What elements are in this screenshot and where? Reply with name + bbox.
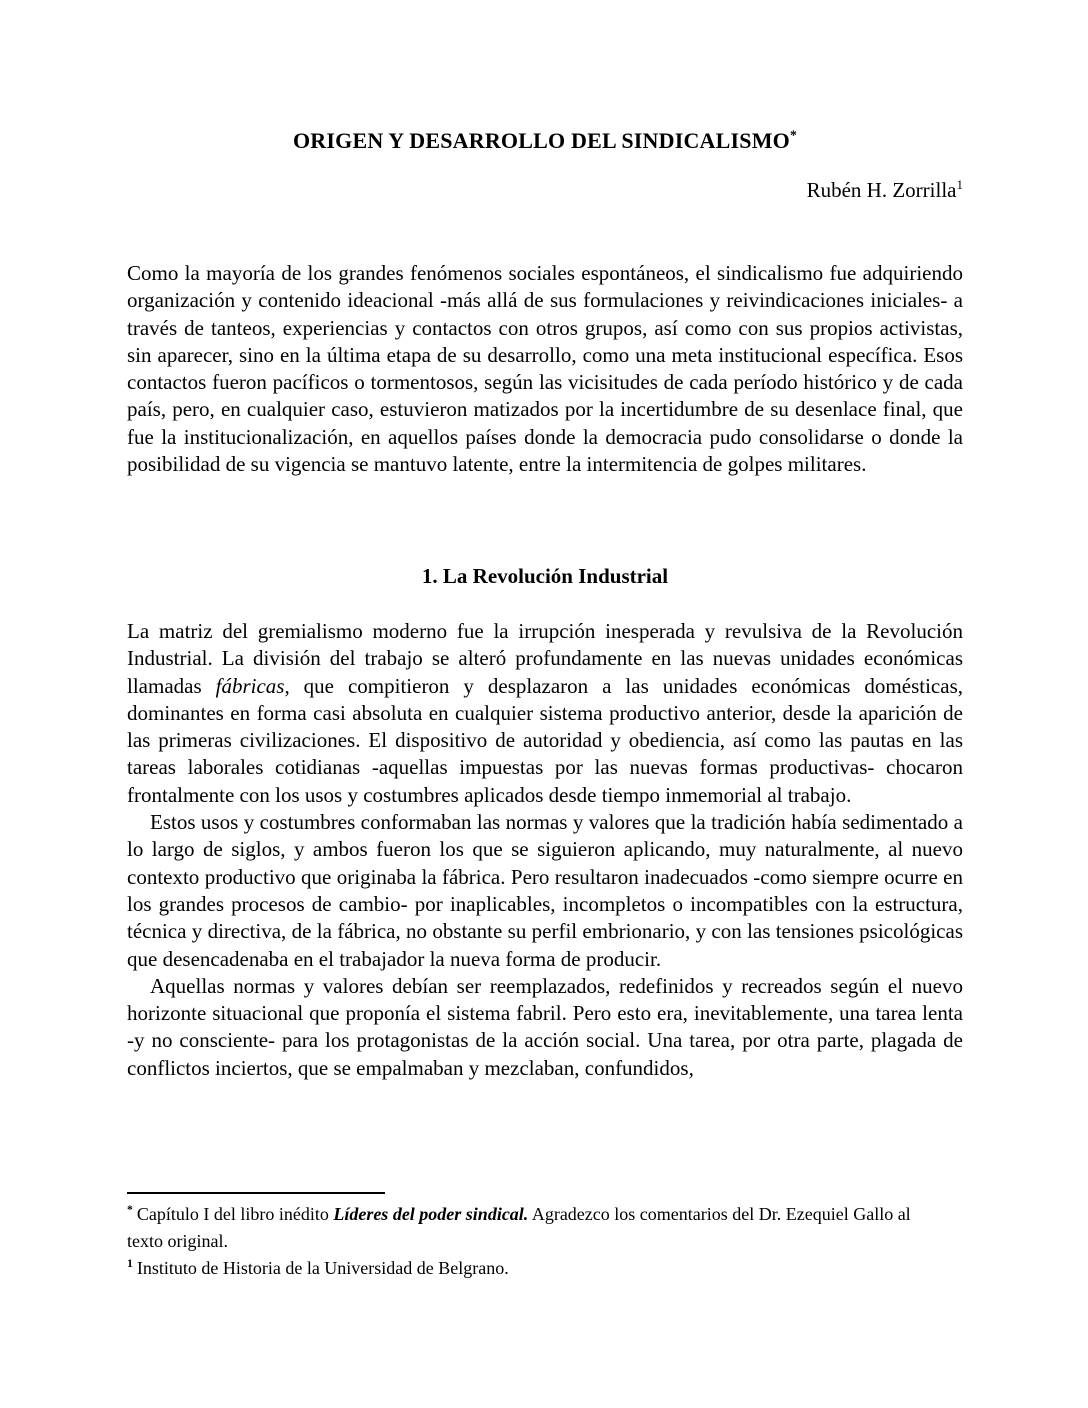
document-title-text: ORIGEN Y DESARROLLO DEL SINDICALISMO [292, 128, 790, 153]
footnote-1 [127, 1255, 939, 1282]
footnote-1-marker: 1 [127, 1257, 133, 1270]
section-heading: 1. La Revolución Industrial [421, 564, 669, 588]
author-footnote-ref: 1 [956, 177, 963, 192]
intro-paragraph: Como la mayoría de los grandes fenómenos sociales espontáneos, el sindicalismo fue adquiriendo organización y contenido ideacional -más allá de sus formulaciones y reivindicaciones iniciales- a través de tanteos, experiencias y contactos con otros grupos, así como con sus propios activistas, sin aparecer, sino en la última etapa de su desarrollo, como una meta institucional específica. Esos contactos fueron pacíficos o tormentosos, según las vicisitudes de cada período histórico y de cada país, pero, en cualquier caso, estuvieron matizados por la incertidumbre de su desenlace final, que fue la institucionalización, en aquellos países donde la democracia pudo consolidarse o donde la posibilidad de su vigencia se mantuvo latente, entre la intermitencia de golpes militares. [127, 261, 963, 477]
footnote-star-marker: * [127, 1203, 133, 1216]
body-paragraph-3: Aquellas normas y valores debían ser reemplazados, redefinidos y recreados según el nuevo horizonte situacional que proponía el sistema fabril. Pero esto era, inevitablemente, una tarea lenta -y no consciente- para los protagonistas de la acción social. Una tarea, por otra parte, plagada de conflictos inciertos, que se empalmaban y mezclaban, confundidos, [127, 973, 963, 1080]
footnote-1-text: Instituto de Historia de la Universidad de Belgrano. [136, 1258, 509, 1278]
body-paragraph-1: La matriz del gremialismo moderno fue la irrupción inesperada y revulsiva de la Revolución Industrial. La división del trabajo se alteró profundamente en las nuevas unidades económicas llamadas fábricas, que compitieron y desplazaron a las unidades económicas domésticas, dominantes en forma casi absoluta en cualquier sistema productivo anterior, desde la aparición de las primeras civilizaciones. El dispositivo de autoridad y obediencia, así como las pautas en las tareas laborales cotidianas -aquellas impuestas por las nuevas formas productivas- chocaron frontalmente con los usos y costumbres aplicados desde tiempo inmemorial al trabajo. [127, 619, 963, 807]
body-paragraph-2: Estos usos y costumbres conformaban las normas y valores que la tradición había sedimentado a lo largo de siglos, y ambos fueron los que se siguieron aplicando, muy naturalmente, al nuevo contexto productivo que originaba la fábrica. Pero resultaron inadecuados -como siempre ocurre en los grandes procesos de cambio- por inaplicables, incompletos o incompatibles con la estructura, técnica y directiva, de la fábrica, no obstante su perfil embrionario, y con las tensiones psicológicas que desencadenaba en el trabajador la nueva forma de producir. [127, 810, 963, 971]
footnote-star-text: Capítulo I del libro inédito Líderes del poder sindical. Agradezco los comentarios del Dr. Ezequiel Gallo al texto original. [127, 1204, 911, 1251]
author-byline [127, 178, 963, 203]
footnote-separator [127, 1192, 385, 1194]
section-body [127, 618, 963, 1082]
author-name: Rubén H. Zorrilla [806, 178, 957, 202]
footnote-star [127, 1201, 939, 1255]
title-footnote-marker: * [790, 127, 798, 143]
footnotes-section [127, 1192, 939, 1282]
document-title [127, 128, 963, 154]
